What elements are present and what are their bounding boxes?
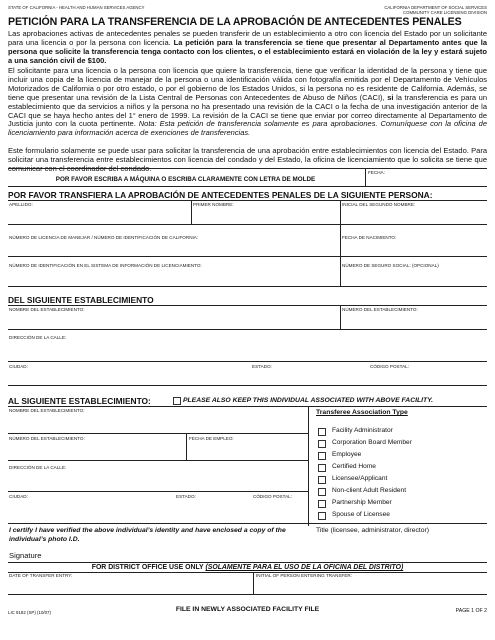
from-ciudad-field[interactable] — [9, 370, 249, 382]
divider — [8, 594, 487, 595]
from-direccion-field[interactable] — [9, 341, 486, 355]
association-option: Certified Home — [332, 463, 376, 470]
intro-paragraph-1 — [8, 30, 487, 66]
to-section-title: AL SIGUIENTE ESTABLECIMIENTO: — [8, 396, 151, 406]
to-numero-field[interactable] — [9, 442, 184, 456]
from-numero-field[interactable] — [342, 313, 486, 327]
also-keep-label: PLEASE ALSO KEEP THIS INDIVIDUAL ASSOCIATED WITH ABOVE FACILITY. — [183, 397, 433, 404]
initial-person-label: INITIAL OF PERSON ENTERING TRANSFER: — [256, 573, 352, 578]
to-ciudad-field[interactable] — [9, 500, 169, 514]
agency-right-1: CALIFORNIA DEPARTMENT OF SOCIAL SERVICES — [384, 5, 487, 10]
to-numero-label: NÚMERO DEL ESTABLECIMIENTO: — [9, 436, 85, 441]
intro-paragraph-2 — [8, 67, 487, 138]
from-codigo-postal-field[interactable] — [370, 370, 486, 382]
to-codigo-postal-label: CÓDIGO POSTAL: — [253, 494, 292, 499]
licencia-field[interactable] — [9, 241, 337, 253]
inicial-field[interactable] — [342, 208, 486, 222]
signature-label: Signature — [9, 551, 42, 560]
from-estado-label: ESTADO: — [252, 364, 272, 369]
apellido-label: APELLIDO: — [9, 202, 33, 207]
divider — [253, 572, 254, 594]
association-option: Licensee/Applicant — [332, 475, 388, 482]
primer-nombre-field[interactable] — [193, 208, 338, 222]
association-option: Employee — [332, 451, 362, 458]
association-option: Non-client Adult Resident — [332, 487, 407, 494]
association-option: Corporation Board Member — [332, 439, 412, 446]
to-estado-label: ESTADO: — [176, 494, 196, 499]
title-field[interactable] — [316, 536, 486, 548]
district-title-es: (SOLAMENTE PARA EL USO DE LA OFICINA DEL DISTRITO) — [205, 564, 404, 571]
intro-p2-text: El solicitante para una licencia o la persona con licencia que quiere la transferencia, tiene que verificar la identidad de la persona y tiene que incluir una copia de la licencia de manejar de la persona o una identificación válida con fotografía emitida por el Departamento de Vehículos Motorizados de California o por otro estado, o por el gobierno de los Estados Unidos, si la persona no es residente de California. Además, se tiene que presentar una revisión de la Lista Central de Personas con Antecedentes de Abuso de Niños (CACI), — [8, 66, 487, 102]
divider — [8, 168, 487, 169]
certify-statement: I certify I have verified the above individual’s identity and have enclosed a copy of the individual’s photo I.D. — [9, 527, 286, 543]
nacimiento-label: FECHA DE NACIMIENTO: — [342, 235, 397, 240]
primer-nombre-label: PRIMER NOMBRE: — [193, 202, 234, 207]
divider — [340, 256, 341, 286]
divider — [8, 433, 308, 434]
divider — [8, 572, 487, 573]
agency-left: STATE OF CALIFORNIA - HEALTH AND HUMAN SERVICES AGENCY — [8, 5, 145, 10]
divider — [8, 523, 487, 524]
intro-p2-note: Nota: Esta petición de transferencia solamente es para aprobaciones. Comuníquese con la oficina de licenciamiento para información acerca de exenciones de transferencias. — [8, 119, 487, 138]
seguro-social-field[interactable] — [342, 269, 486, 281]
to-ciudad-label: CIUDAD: — [9, 494, 28, 499]
divider — [8, 286, 487, 287]
form-title: PETICIÓN PARA LA TRANSFERENCIA DE LA APROBACIÓN DE ANTECEDENTES PENALES — [8, 16, 462, 28]
divider — [8, 385, 487, 386]
from-nombre-label: NOMBRE DEL ESTABLECIMIENTO: — [9, 307, 85, 312]
also-keep-checkbox[interactable] — [173, 397, 181, 405]
intro-p2-text-2: la transferencia es para un establecimiento que da servicios a niños y la persona no ha presentado una revisión de la CACI o la fecha de una investigación anterior de la CACI que se haya hecho antes del 1° enero de 1999. La revisión de la CACI se tiene que enviar por correo directamente al Departamento de Justicia junto con la cuota pertinente. — [8, 92, 488, 129]
divider — [8, 256, 487, 257]
divider — [8, 361, 487, 362]
association-checkbox[interactable] — [318, 464, 326, 472]
from-numero-label: NÚMERO DEL ESTABLECIMIENTO: — [342, 307, 418, 312]
fecha-empleo-label: FECHA DE EMPLEO: — [189, 436, 234, 441]
district-title-en: FOR DISTRICT OFFICE USE ONLY — [91, 564, 206, 571]
apellido-field[interactable] — [9, 208, 189, 222]
divider — [8, 305, 487, 306]
divider — [186, 433, 187, 460]
divider — [8, 224, 487, 225]
divider — [8, 200, 487, 201]
date-transfer-label: DATE OF TRANSFER ENTRY: — [9, 573, 73, 578]
inicial-label: INICIAL DEL SEGUNDO NOMBRE: — [342, 202, 416, 207]
divider — [8, 186, 487, 187]
id-sistema-label: NÚMERO DE IDENTIFICACIÓN EN EL SISTEMA DE INFORMACIÓN DE LICENCIAMIENTO: — [9, 263, 202, 268]
association-checkbox[interactable] — [318, 488, 326, 496]
intro-p2-si: si — [387, 92, 394, 102]
from-ciudad-label: CIUDAD: — [9, 364, 28, 369]
fecha-field[interactable] — [368, 176, 486, 185]
divider — [340, 224, 341, 256]
person-section-title: POR FAVOR TRANSFIERA LA APROBACIÓN DE ANTECEDENTES PENALES DE LA SIGUIENTE PERSONA: — [8, 190, 433, 200]
id-sistema-field[interactable] — [9, 269, 337, 281]
date-transfer-field[interactable] — [9, 579, 249, 591]
association-checkbox[interactable] — [318, 440, 326, 448]
divider — [8, 406, 487, 407]
divider — [8, 329, 487, 330]
form-number: LIC 9182 (SP) (10/07) — [8, 610, 51, 615]
divider — [340, 305, 341, 329]
from-direccion-label: DIRECCIÓN DE LA CALLE: — [9, 335, 67, 340]
divider — [8, 460, 308, 461]
from-codigo-postal-label: CÓDIGO POSTAL: — [370, 364, 409, 369]
fecha-label: FECHA: — [368, 170, 385, 175]
intro-paragraph-3: Este formulario solamente se puede usar para solicitar la transferencia de una aprobación entre establecimientos con licencia del Estado. Para solicitar una transferencia entre establecimientos con licencia del condado y del Estado, la oficina de licenciamiento que lo solicita se tiene que comunicar con el coordinador del condado. — [8, 146, 487, 173]
association-checkbox[interactable] — [318, 428, 326, 436]
divider — [8, 491, 308, 492]
to-nombre-label: NOMBRE DEL ESTABLECIMIENTO: — [9, 408, 85, 413]
association-checkbox[interactable] — [318, 512, 326, 520]
seguro-social-label: NÚMERO DE SEGURO SOCIAL: (OPCIONAL) — [342, 263, 439, 268]
from-section-title: DEL SIGUIENTE ESTABLECIMIENTO — [8, 295, 154, 305]
association-title: Transferee Association Type — [316, 409, 408, 416]
association-checkbox[interactable] — [318, 476, 326, 484]
print-instruction: POR FAVOR ESCRIBA A MÁQUINA O ESCRIBA CLARAMENTE CON LETRA DE MOLDE — [55, 176, 316, 183]
from-nombre-field[interactable] — [9, 313, 337, 327]
signature-field[interactable] — [9, 545, 307, 559]
fecha-empleo-field[interactable] — [189, 442, 305, 456]
licencia-label: NÚMERO DE LICENCIA DE MANEJAR / NÚMERO DE IDENTIFICACIÓN DE CALIFORNIA: — [9, 235, 199, 240]
to-estado-field[interactable] — [176, 500, 248, 514]
divider — [340, 200, 341, 224]
initial-person-field[interactable] — [256, 579, 486, 591]
association-option: Spouse of Licensee — [332, 511, 390, 518]
agency-right-2: COMMUNITY CARE LICENSING DIVISION — [403, 10, 487, 15]
from-estado-field[interactable] — [252, 370, 367, 382]
to-nombre-field[interactable] — [9, 414, 304, 430]
to-direccion-field[interactable] — [9, 471, 305, 485]
divider — [8, 562, 487, 563]
divider — [308, 406, 309, 526]
association-checkbox[interactable] — [318, 500, 326, 508]
association-option: Facility Administrator — [332, 427, 393, 434]
association-option: Partnership Member — [332, 499, 392, 506]
title-field-label: Title (licensee, administrator, director) — [316, 527, 430, 534]
divider — [191, 200, 192, 224]
to-codigo-postal-field[interactable] — [253, 500, 305, 514]
intro-p1-bold: La petición para la transferencia se tiene que presentar al Departamento antes que la persona que solicite la transferencia tenga contacto con los clientes, o el establecimiento estará en violación de la ley y estará sujeto a una sanción civil de $100. — [8, 37, 487, 65]
divider — [365, 168, 366, 186]
association-checkbox[interactable] — [318, 452, 326, 460]
page-number: PAGE 1 OF 2 — [455, 608, 487, 614]
nacimiento-field[interactable] — [342, 241, 486, 253]
file-note: FILE IN NEWLY ASSOCIATED FACILITY FILE — [175, 606, 320, 613]
intro-p1-text: Las aprobaciones activas de antecedentes penales se pueden transferir de un establecimiento a otro con licencia del Estado por un solicitante para una licencia o por la persona con licencia. — [8, 29, 487, 47]
district-title — [8, 564, 487, 571]
to-direccion-label: DIRECCIÓN DE LA CALLE: — [9, 465, 67, 470]
